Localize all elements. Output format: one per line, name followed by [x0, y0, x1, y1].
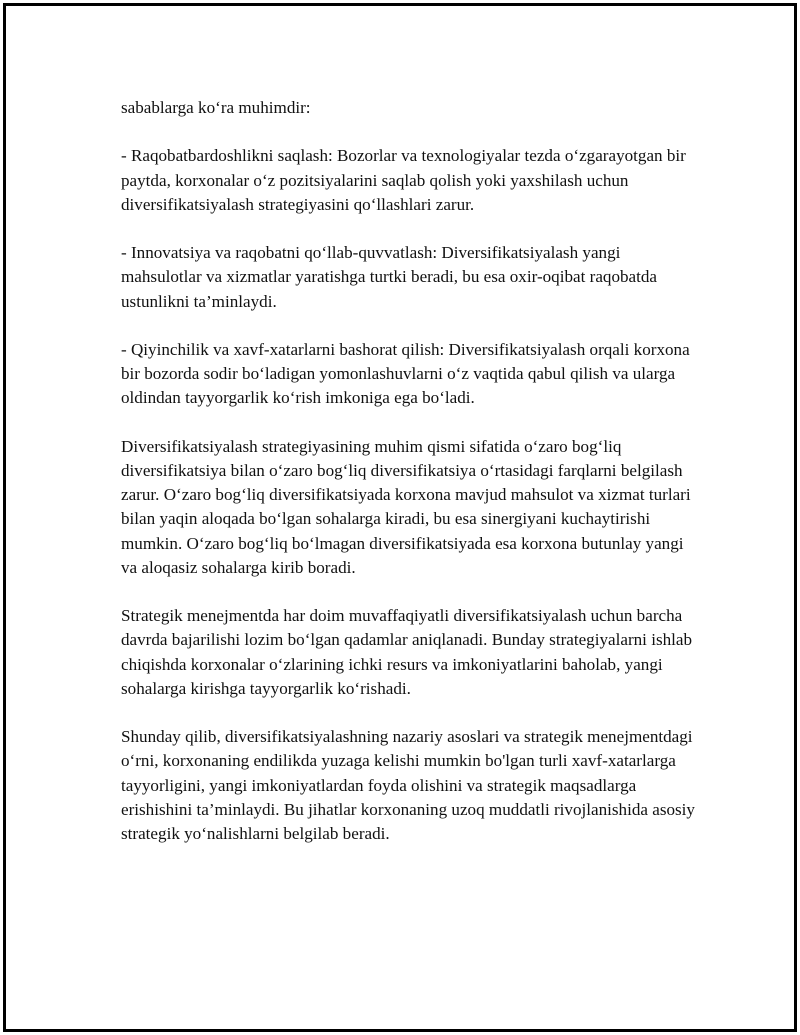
- page-frame: [3, 3, 797, 1032]
- paragraph-related-diversification: Diversifikatsiyalash strategiyasining muhim qismi sifatida o‘zaro bog‘liq diversifikatsiya bilan o‘zaro bog‘liq diversifikatsiya o‘rtasidagi farqlarni belgilash zarur. O‘zaro bog‘liq diversifikatsiyada korxona mavjud mahsulot va xizmat turlari bilan yaqin aloqada bo‘lgan sohalarga kiradi, bu esa sinergiyani kuchaytirishi mumkin. O‘zaro bog‘liq bo‘lmagan diversifikatsiyada esa korxona butunlay yangi va aloqasiz sohalarga kirib boradi.: [121, 436, 691, 577]
- paragraph-intro: sabablarga ko‘ra muhimdir:: [121, 98, 311, 117]
- document-body: [121, 96, 701, 870]
- paragraph-conclusion: Shunday qilib, diversifikatsiyalashning nazariy asoslari va strategik menejmentdagi o‘rni, korxonaning endilikda yuzaga kelishi mumkin bo'lgan turli xavf-xatarlarga tayyorligini, yangi imkoniyatlardan foyda olishini va strategik maqsadlarga erishishini ta’minlaydi. Bu jihatlar korxonaning uzoq muddatli rivojlanishida asosiy strategik yo‘nalishlarni belgilab beradi.: [121, 727, 695, 843]
- paragraph-bullet-innovation: - Innovatsiya va raqobatni qo‘llab-quvvatlash: Diversifikatsiyalash yangi mahsulotlar va xizmatlar yaratishga turtki beradi, bu esa oxir-oqibat raqobatda ustunlikni ta’minlaydi.: [121, 243, 658, 311]
- paragraph-bullet-competitiveness: - Raqobatbardoshlikni saqlash: Bozorlar va texnologiyalar tezda o‘zgarayotgan bir paytda, korxonalar o‘z pozitsiyalarini saqlab qolish yoki yaxshilash uchun diversifikatsiyalash strategiyasini qo‘llashlari zarur.: [121, 146, 686, 214]
- paragraph-strategic-management: Strategik menejmentda har doim muvaffaqiyatli diversifikatsiyalash uchun barcha davrda bajarilishi lozim bo‘lgan qadamlar aniqlanadi. Bunday strategiyalarni ishlab chiqishda korxonalar o‘zlarining ichki resurs va imkoniyatlarini baholab, yangi sohalarga kirishga tayyorgarlik ko‘rishadi.: [121, 606, 693, 698]
- paragraph-bullet-risk: - Qiyinchilik va xavf-xatarlarni bashorat qilish: Diversifikatsiyalash orqali korxona bir bozorda sodir bo‘ladigan yomonlashuvlarni o‘z vaqtida qabul qilish va ularga oldindan tayyorgarlik ko‘rish imkoniga ega bo‘ladi.: [121, 339, 690, 408]
